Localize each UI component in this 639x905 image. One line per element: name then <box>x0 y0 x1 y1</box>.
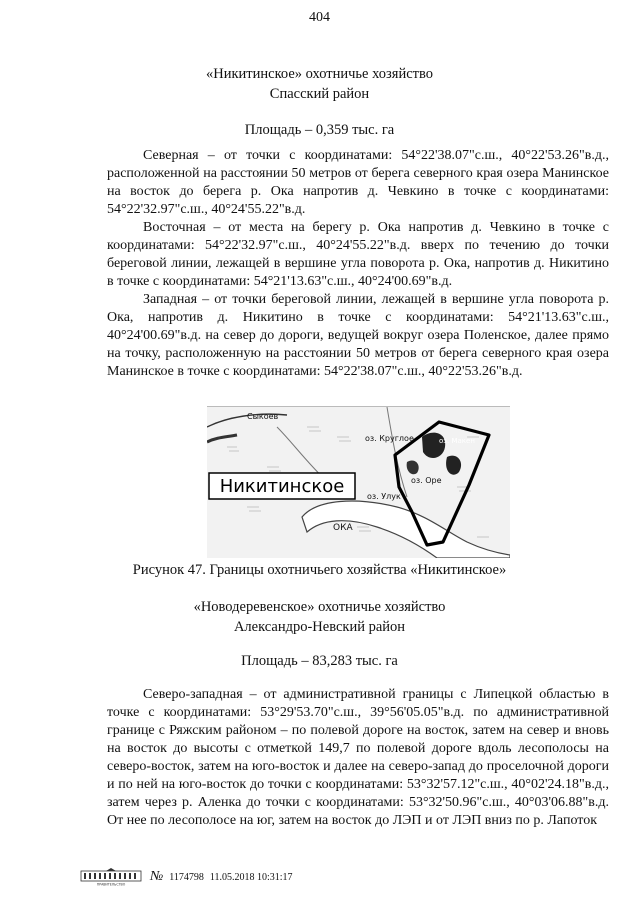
seal-text: ПРАВИТЕЛЬСТВО <box>96 882 126 886</box>
section2-title: «Новодеревенское» охотничье хозяйство <box>193 599 446 615</box>
section2-body <box>107 686 609 830</box>
section1-district: Спасский район <box>269 86 370 102</box>
map-place-label: ОКА <box>333 523 353 533</box>
map-figure <box>207 406 510 558</box>
figure-caption: Рисунок 47. Границы охотничьего хозяйства «Никитинское» <box>132 562 507 578</box>
map-place-label: оз. Макен <box>439 437 475 445</box>
section1-paragraph-east: Восточная – от места на берегу р. Ока напротив д. Чевкино в точке с координатами: 54°22'32.97"с.ш., 40°24'55.22"в.д. вверх по течению до точки береговой линии, лежащей в вершине угла поворота р. Ока, напротив д. Никитино в точке с координатами: 54°21'13.63"с.ш., 40°24'00.69"в.д. <box>107 220 609 289</box>
section2-paragraph-northwest: Северо-западная – от административной границы с Липецкой областью в точке с координатами: 53°29'53.70"с.ш., 39°56'05.05"в.д. по административной границе с Ряжским районом – по полевой дороге на восток, затем на север и вновь на восток до высоты с отметкой 149,7 по полевой дороге вдоль лесополосы на северо-восток, затем на юго-восток и далее на северо-запад до проселочной дороги и по ней на юго-восток до точки с координатами: 53°32'57.12"с.ш., 40°02'24.18"в.д., затем через р. Аленка до точки с координатами: 53°32'50.96"с.ш., 40°03'06.88"в.д. От нее по лесополосе на юг, затем на восток до ЛЭП и от ЛЭП вниз по р. Лапоток <box>107 687 609 828</box>
section1-title: «Никитинское» охотничье хозяйство <box>206 66 433 82</box>
map-place-label: Сыкоев <box>247 412 279 421</box>
map-label: Никитинское <box>219 476 345 497</box>
section1-paragraph-north: Северная – от точки с координатами: 54°22'38.07"с.ш., 40°22'53.26"в.д., расположенной на расстоянии 50 метров от берега северного края озера Манинское на восток до берега р. Ока напротив д. Чевкино в точке с координатами: 54°22'32.97"с.ш., 40°24'55.22"в.д. <box>107 148 609 217</box>
document-number-mark: № <box>150 869 164 884</box>
document-number: 1174798 <box>169 871 204 883</box>
page-number: 404 <box>309 10 330 25</box>
map-place-label: оз. Круглое <box>365 434 414 443</box>
map-place-label: оз. Улук <box>367 492 401 501</box>
section1-body <box>107 147 609 381</box>
document-timestamp: 11.05.2018 10:31:17 <box>209 871 293 883</box>
map-place-label: оз. Оре <box>411 476 442 485</box>
section2-area: Площадь – 83,283 тыс. га <box>241 653 398 669</box>
footer <box>80 866 293 888</box>
map-image <box>207 407 510 558</box>
government-seal-icon <box>80 868 142 886</box>
section2-district: Александро-Невский район <box>233 619 406 635</box>
section1-paragraph-west: Западная – от точки береговой линии, лежащей в вершине угла поворота р. Ока, напротив д. Никитино в точке с координатами: 54°21'13.63"с.ш., 40°24'00.69"в.д. на север до дороги, ведущей вокруг озера Поленское, далее прямо на точку, расположенную на расстоянии 50 метров от берега северного края озера Манинское в точке с координатами: 54°22'38.07"с.ш., 40°22'53.26"в.д. <box>107 292 609 379</box>
section1-area: Площадь – 0,359 тыс. га <box>244 122 395 138</box>
